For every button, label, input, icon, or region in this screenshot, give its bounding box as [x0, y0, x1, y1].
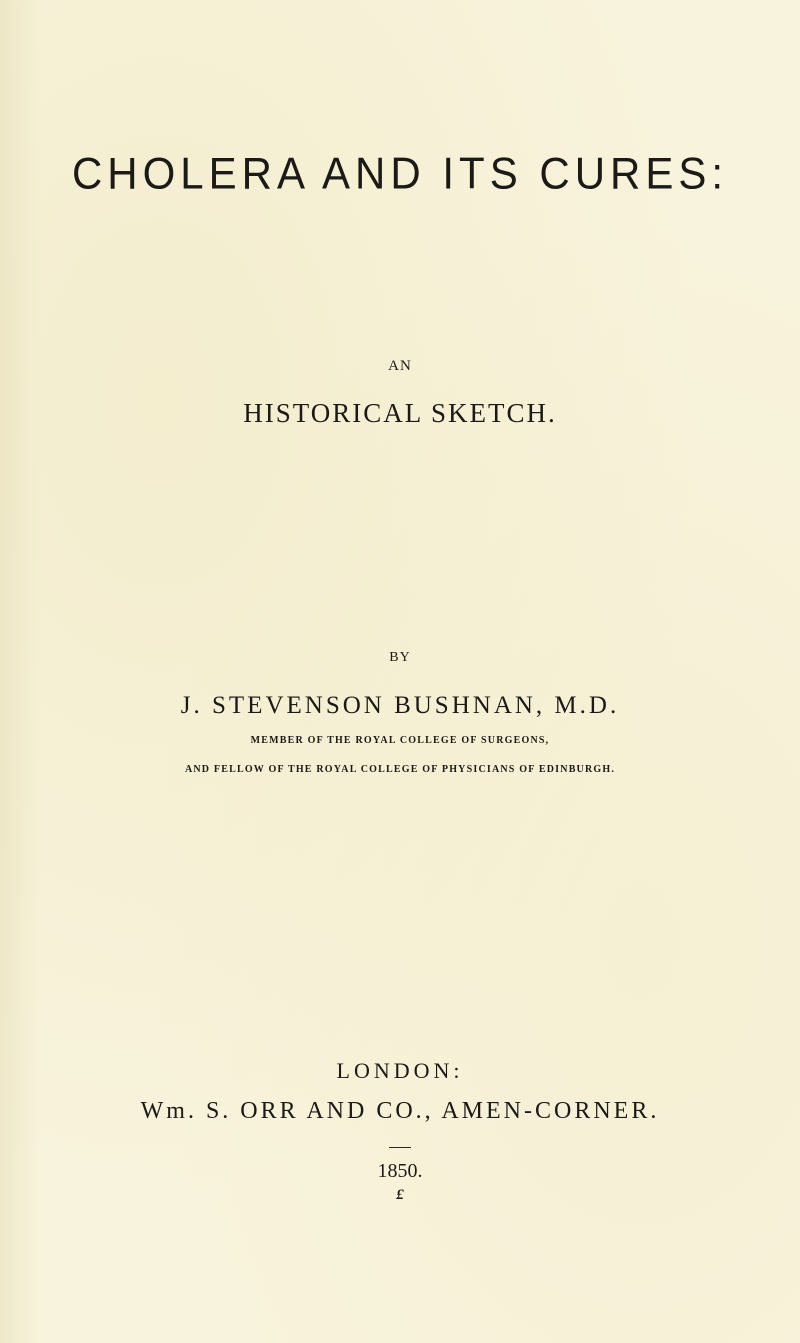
author-name: J. STEVENSON BUSHNAN, M.D.	[180, 692, 620, 719]
handwritten-mark: £	[396, 1187, 404, 1203]
divider-rule	[389, 1147, 411, 1148]
article-an: AN	[388, 358, 412, 374]
author-credentials-line-1: MEMBER OF THE ROYAL COLLEGE OF SURGEONS,	[250, 735, 550, 746]
by-label: BY	[389, 650, 411, 665]
author-credentials-line-2: AND FELLOW OF THE ROYAL COLLEGE OF PHYSICIANS OF EDINBURGH.	[184, 764, 616, 775]
book-subtitle: HISTORICAL SKETCH.	[243, 398, 557, 428]
publication-city: LONDON:	[336, 1058, 464, 1083]
book-title: CHOLERA AND ITS CURES:	[71, 148, 729, 199]
publisher: Wm. S. ORR AND CO., AMEN-CORNER.	[140, 1098, 660, 1124]
publication-year: 1850.	[377, 1160, 423, 1182]
